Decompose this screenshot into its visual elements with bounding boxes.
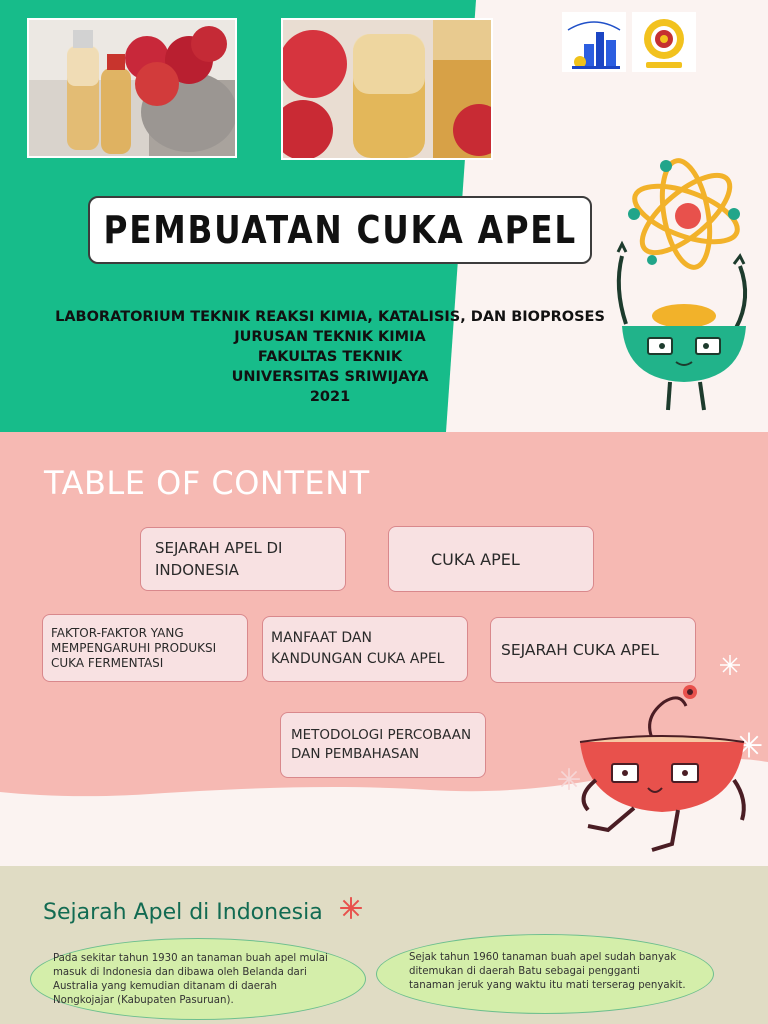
asterisk-icon bbox=[338, 895, 364, 921]
toc-item-label: FAKTOR-FAKTOR YANG MEMPENGARUHI PRODUKSI CUKA FERMENTASI bbox=[51, 625, 217, 670]
subtitle-block bbox=[40, 307, 620, 407]
toc-item-sejarah-apel-indonesia[interactable] bbox=[140, 527, 346, 591]
vinegar-jar-photo bbox=[281, 18, 493, 160]
subtitle-line: LABORATORIUM TEKNIK REAKSI KIMIA, KATALISIS, DAN BIOPROSES bbox=[55, 309, 605, 325]
subtitle-line: 2021 bbox=[309, 389, 351, 405]
apple-vinegar-photo bbox=[27, 18, 237, 158]
atom-bowl-character-icon bbox=[604, 148, 764, 414]
paragraph-text: Pada sekitar tahun 1930 an tanaman buah apel mulai masuk di Indonesia dan dibawa oleh Belanda dari Australia yang kemudian ditanam di daerah Nongkojajar (Kabupaten Pasuruan). bbox=[53, 953, 328, 1006]
history-bubble-1930 bbox=[30, 938, 366, 1020]
toc-item-label: SEJARAH APEL DI INDONESIA bbox=[155, 539, 283, 579]
toc-item-sejarah-cuka-apel[interactable] bbox=[490, 617, 696, 683]
toc-heading: TABLE OF CONTENT bbox=[44, 464, 370, 502]
title-box bbox=[88, 196, 592, 264]
subtitle-line: UNIVERSITAS SRIWIJAYA bbox=[231, 369, 429, 385]
history-bubble-1960 bbox=[376, 934, 714, 1014]
paragraph-text: Sejak tahun 1960 tanaman buah apel sudah banyak ditemukan di daerah Batu sebagai pengganti tanaman jeruk yang waktu itu mati terserag penyakit. bbox=[409, 952, 686, 991]
toc-item-label: MANFAAT DAN KANDUNGAN CUKA APEL bbox=[271, 630, 445, 667]
toc-item-label: SEJARAH CUKA APEL bbox=[501, 641, 659, 659]
toc-item-label: METODOLOGI PERCOBAAN DAN PEMBAHASAN bbox=[291, 727, 472, 762]
toc-item-faktor-produksi[interactable] bbox=[42, 614, 248, 682]
section-heading: Sejarah Apel di Indonesia bbox=[43, 900, 323, 925]
toc-item-manfaat-kandungan[interactable] bbox=[262, 616, 468, 682]
sparkle-icon bbox=[718, 653, 742, 677]
subtitle-line: FAKULTAS TEKNIK bbox=[257, 349, 403, 365]
university-logo bbox=[632, 12, 696, 72]
toc-item-label: CUKA APEL bbox=[431, 549, 520, 569]
toc-item-metodologi[interactable] bbox=[280, 712, 486, 778]
subtitle-line: JURUSAN TEKNIK KIMIA bbox=[234, 329, 426, 345]
apple-half-character-icon bbox=[568, 680, 758, 860]
page-title: PEMBUATAN CUKA APEL bbox=[103, 208, 577, 252]
toc-item-cuka-apel[interactable] bbox=[388, 526, 594, 592]
lab-logo bbox=[562, 12, 626, 72]
